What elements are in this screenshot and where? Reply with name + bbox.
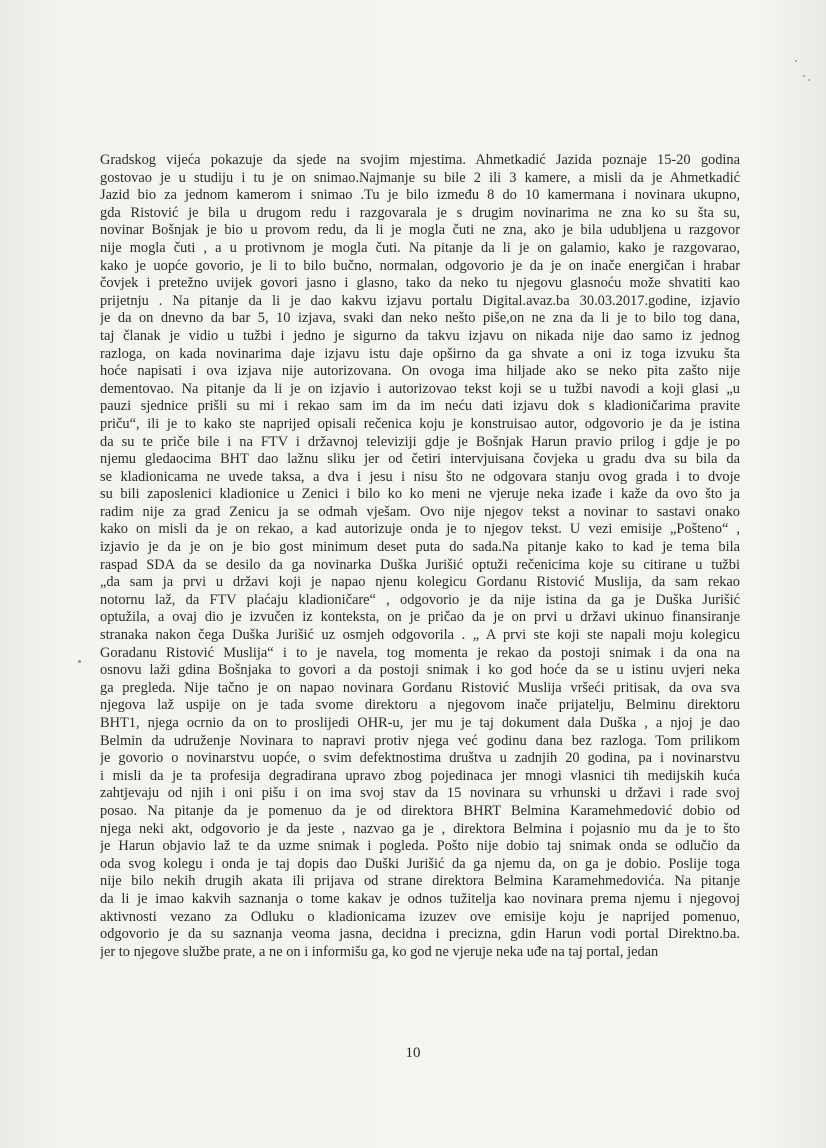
text-line: ga pregleda. Nije tačno je on napao novinara Gordanu Ristović Muslija vršeći pritisak, da ova sva [100,679,740,696]
scan-speck [808,79,810,81]
text-line: je da on dnevno da bar 5, 10 izjava, svaki dan neko nešto piše,on ne zna da li je to bilo tog dana, [100,310,740,327]
text-line: osnovu laži gdina Bošnjaka to govori a da postoji snimak i ko god hoće da se u istinu uvjeri neka [100,662,740,679]
text-line: njega neki akt, odgovorio je da jeste , nazvao ga je , direktora Belmina i pojasnio mu da je to što [100,820,740,837]
scan-speck [78,660,81,663]
text-line: stranaka nakon čega Duška Jurišić uz osmjeh odgovorila . „ A prvi ste koji ste napali moju kolegicu [100,627,740,644]
text-line: optužila, a ovaj dio je izvučen iz konteksta, on je pričao da je on prvi u državi ukinuo finansiranje [100,609,740,626]
text-line: nije bilo nekih drugih akata ili prijava od strane direktora Belmina Karamehmedovića. Na pitanje [100,873,740,890]
text-line: radim nije za grad Zenicu ja se odmah vješam. Ovo nije njegov tekst a novinar to sastavi onako [100,503,740,520]
text-line: jer to njegove službe prate, a ne on i informišu ga, ko god ne vjeruje neka uđe na taj portal, jedan [100,943,659,960]
text-line: i misli da je ta profesija degradirana upravo zbog pojedinaca jer mnogi vlasnici tih medijskih kuća [100,767,740,784]
text-line: oda svog kolegu i onda je taj dopis dao Duški Jurišić da ga njemu da, on ga je dobio. Poslije toga [100,855,740,872]
text-line: njegova laž uspije on je tada svome direktoru a njegovom inače prijatelju, Belminu direktoru [100,697,740,714]
text-line: gostovao je u studiju i tu je on snimao.Najmanje su bile 2 ili 3 kamere, a misli da je Ahmetkadić [100,169,740,186]
text-line: da su te priče bile i na FTV i državnoj televiziji gdje je Bošnjak Harun pravio prilog i gdje je po [100,433,740,450]
text-line: kako on misli da je on rekao, a kad autorizuje onda je to njegov tekst. U vezi emisije „Pošteno“ , [100,521,740,538]
text-line: notornu laž, da FTV plaćaju kladioničare“ , odgovorio je da nije istina da ga je Duška Jurišić [100,591,740,608]
text-line: njemu gledaocima BHT dao lažnu sliku jer od četiri intervjuisana čovjeka u gradu dva su bila da [100,451,740,468]
text-line: raspad SDA da se desilo da ga novinarka Duška Jurišić optuži rečenicima koje su citirane u tužbi [100,556,740,573]
text-line: posao. Na pitanje da je pomenuo da je od direktora BHRT Belmina Karamehmedović dobio od [100,802,740,819]
text-line: novinar Bošnjak je bio u provom redu, da li je mogla čuti ne zna, ako je bila udubljena u razgovor [100,222,740,239]
text-line: je govorio o novinarstvu uopće, o svim defektnostima društva u zadnjih 20 godina, pa i novinarstvu [100,750,740,767]
text-line: BHT1, njega ocrnio da on to proslijedi OHR-u, jer mu je taj dokument dala Duška , a njoj je dao [100,715,740,731]
text-line: Jazid bio za jednom kamerom i snimao .Tu je bilo između 8 do 10 kamermana i novinara ukupno, [100,187,740,204]
document-body [100,152,740,961]
text-line: zahtjevaju od njih i oni pišu i on ima svoj stav da 15 novinara su vrhunski u državi i rade svoj [100,785,740,802]
scan-speck [803,75,805,77]
text-line: čovjek i pretežno uvijek govori jasno i glasno, tako da neko tu njegovu glasnoću može shvatiti kao [100,275,740,292]
text-line: da li je imao kakvih saznanja o tome kakav je odnos tužitelja kao novinara prema njemu i njegovoj [100,890,740,907]
text-line: Belmin da udruženje Novinara to napravi protiv njega već godinu dana bez razloga. Tom prilikom [100,732,740,749]
text-line: taj članak je vidio u tužbi i jedno je sigurno da takvu izjavu on nikada nije dao samo iz jednog [100,327,740,344]
scan-speck [795,60,797,62]
text-line: nije mogla čuti , a u protivnom je mogla čuti. Na pitanje da li je on galamio, kako je razgovarao, [100,239,740,256]
text-line: aktivnosti vezano za Odluku o kladionicama izuzev ove emisije koju je naprijed pomenuo, [100,908,740,925]
text-line: kako je uopće govorio, je li to bilo bučno, normalan, odgovorio je da je on inače energičan i hrabar [100,257,740,274]
text-line: Goradanu Ristović Muslija“ i to je navela, tog momenta je rekao da postoji snimak i da ona na [100,644,740,661]
text-line: pauzi sjednice prišli su mi i rekao sam im da im neću dati izjavu dok s kladioničarima pravite [100,398,740,415]
text-line: priču“, ili je to kako ste naprijed opisali rečenica koju je konstruisao autor, odgovorio je da je istina [100,415,740,432]
text-line: su bili zaposlenici kladionice u Zenici i bilo ko ko meni ne vjeruje neka izađe i kaže da ovo što ja [100,486,740,503]
text-line: „da sam ja prvi u državi koji je napao njenu kolegicu Gordanu Ristović Muslija, da sam rekao [100,574,740,591]
text-line: Gradskog vijeća pokazuje da sjede na svojim mjestima. Ahmetkadić Jazida poznaje 15-20 godina [100,152,740,168]
text-line: hoće napisati i ova izjava nije autorizovana. On ovoga ima hiljade ako se neko pita zašto nije [100,363,740,380]
text-line: razloga, on kada novinarima daje izjavu istu daje opširno da ga shvate a oni iz toga izvuku šta [100,345,740,362]
text-line: odgovorio je da su saznanja veoma jasna, decidna i precizna, gdin Harun vodi portal Direktno.ba. [100,926,740,943]
text-line: je Harun objavio laž te da uzme snimak i pogleda. Pošto nije dobio taj snimak onda se odlučio da [100,838,740,855]
text-line: prijetnju . Na pitanje da li je dao kakvu izjavu portalu Digital.avaz.ba 30.03.2017.godine, izjavio [100,292,740,309]
text-line: gda Ristović je bila u drugom redu i razgovarala je s drugim novinarima ne zna ko su šta su, [100,204,740,221]
text-line: se kladionicama ne uvede taksa, a dva i jesu i nisu što ne odgovara stanju ovog grada i to dvoje [100,468,740,485]
page-number: 10 [405,1045,421,1061]
text-line: dementovao. Na pitanje da li je on izjavio i autorizovao tekst koji se u tužbi navodi a koji glasi „u [100,380,740,397]
text-line: izjavio je da je on je bio gost minimum deset puta do sada.Na pitanje kako to kad je tema bila [100,539,740,556]
